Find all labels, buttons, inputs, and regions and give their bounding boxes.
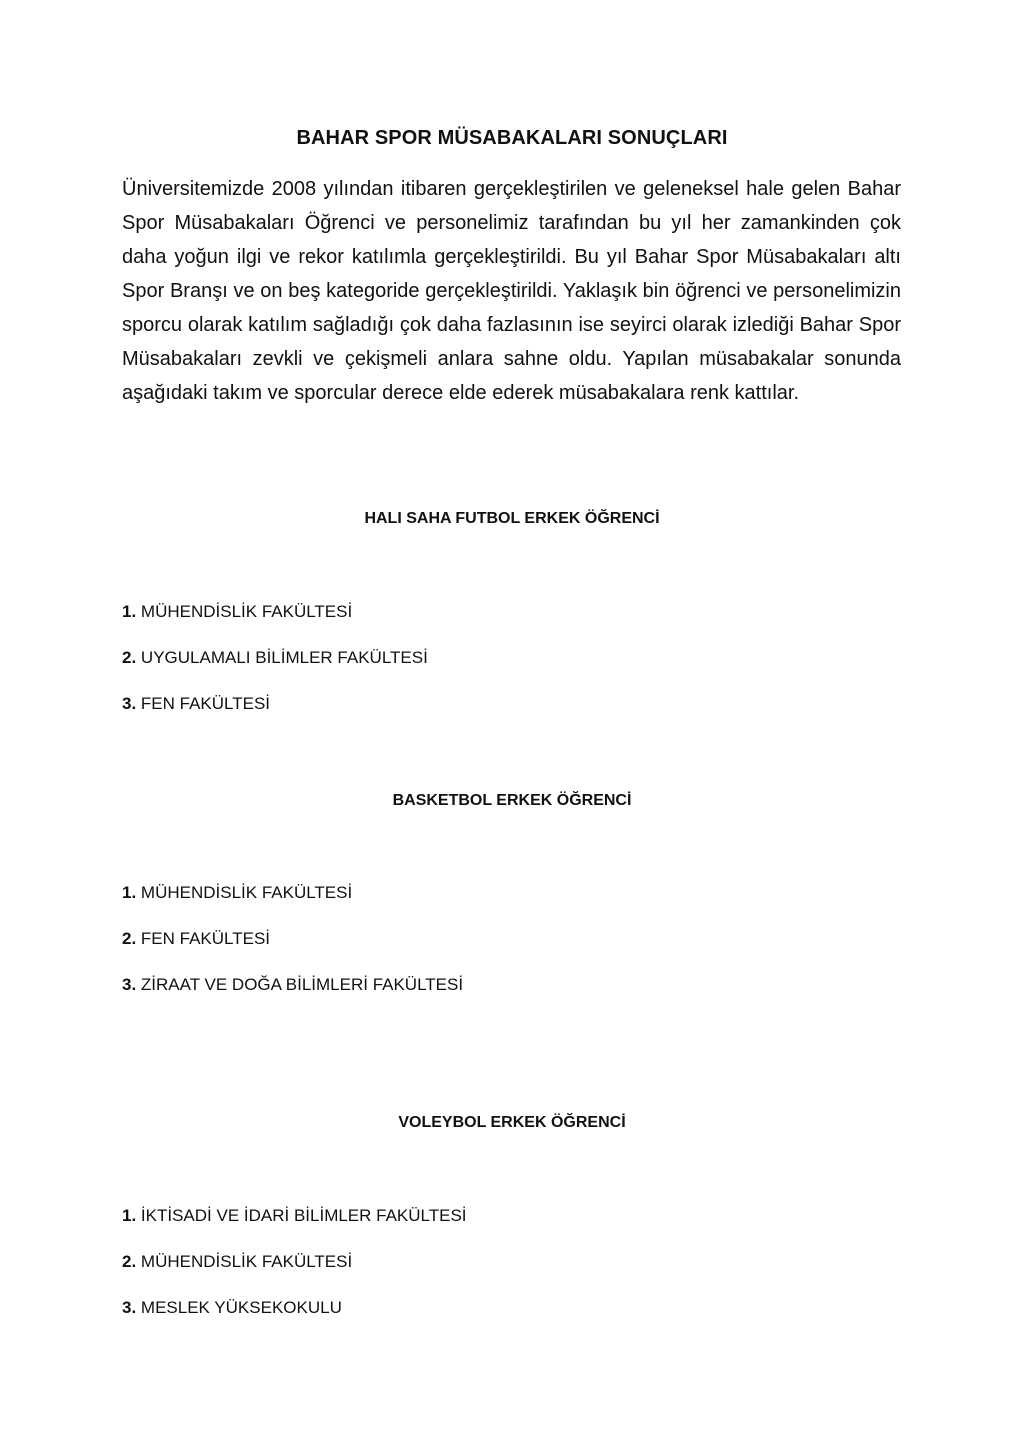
- result-item: [122, 693, 270, 715]
- section-heading-voleybol: VOLEYBOL ERKEK ÖĞRENCİ: [398, 1114, 626, 1131]
- document-title: BAHAR SPOR MÜSABAKALARI SONUÇLARI: [296, 127, 728, 149]
- result-name: MESLEK YÜKSEKOKULU: [140, 1298, 342, 1317]
- result-rank: 3.: [122, 975, 137, 994]
- result-name: MÜHENDİSLİK FAKÜLTESİ: [140, 1252, 353, 1271]
- section-heading-basketbol: BASKETBOL ERKEK ÖĞRENCİ: [392, 792, 632, 809]
- result-item: [122, 1297, 342, 1319]
- result-rank: 1.: [122, 1206, 137, 1225]
- result-item: [122, 928, 270, 950]
- intro-paragraph: Üniversitemizde 2008 yılından itibaren gerçekleştirilen ve geleneksel hale gelen Bahar Spor Müsabakaları Öğrenci ve personelimiz tarafından bu yıl her zamankinden çok daha yoğun ilgi ve rekor katılımla gerçekleştirildi. Bu yıl Bahar Spor Müsabakaları altı Spor Branşı ve on beş kategoride gerçekleştirildi. Yaklaşık bin öğrenci ve personelimizin sporcu olarak katılım sağladığı çok daha fazlasının ise seyirci olarak izlediği Bahar Spor Müsabakaları zevkli ve çekişmeli anlara sahne oldu. Yapılan müsabakalar sonunda aşağıdaki takım ve sporcular derece elde ederek müsabakalara renk kattılar.: [122, 178, 901, 404]
- result-item: [122, 1205, 467, 1227]
- result-name: İKTİSADİ VE İDARİ BİLİMLER FAKÜLTESİ: [140, 1206, 467, 1225]
- result-name: MÜHENDİSLİK FAKÜLTESİ: [140, 883, 353, 902]
- result-name: FEN FAKÜLTESİ: [140, 694, 271, 713]
- result-item: [122, 1251, 352, 1273]
- result-item: [122, 601, 352, 623]
- result-name: MÜHENDİSLİK FAKÜLTESİ: [140, 602, 353, 621]
- result-rank: 2.: [122, 929, 137, 948]
- result-name: ZİRAAT VE DOĞA BİLİMLERİ FAKÜLTESİ: [140, 975, 464, 994]
- result-name: UYGULAMALI BİLİMLER FAKÜLTESİ: [140, 648, 428, 667]
- section-heading-futbol: HALI SAHA FUTBOL ERKEK ÖĞRENCİ: [364, 510, 660, 527]
- result-item: [122, 647, 428, 669]
- result-rank: 3.: [122, 694, 137, 713]
- result-rank: 2.: [122, 1252, 137, 1271]
- result-rank: 2.: [122, 648, 137, 667]
- result-rank: 1.: [122, 602, 137, 621]
- result-name: FEN FAKÜLTESİ: [140, 929, 271, 948]
- result-rank: 1.: [122, 883, 137, 902]
- result-item: [122, 882, 352, 904]
- result-rank: 3.: [122, 1298, 137, 1317]
- result-item: [122, 974, 463, 996]
